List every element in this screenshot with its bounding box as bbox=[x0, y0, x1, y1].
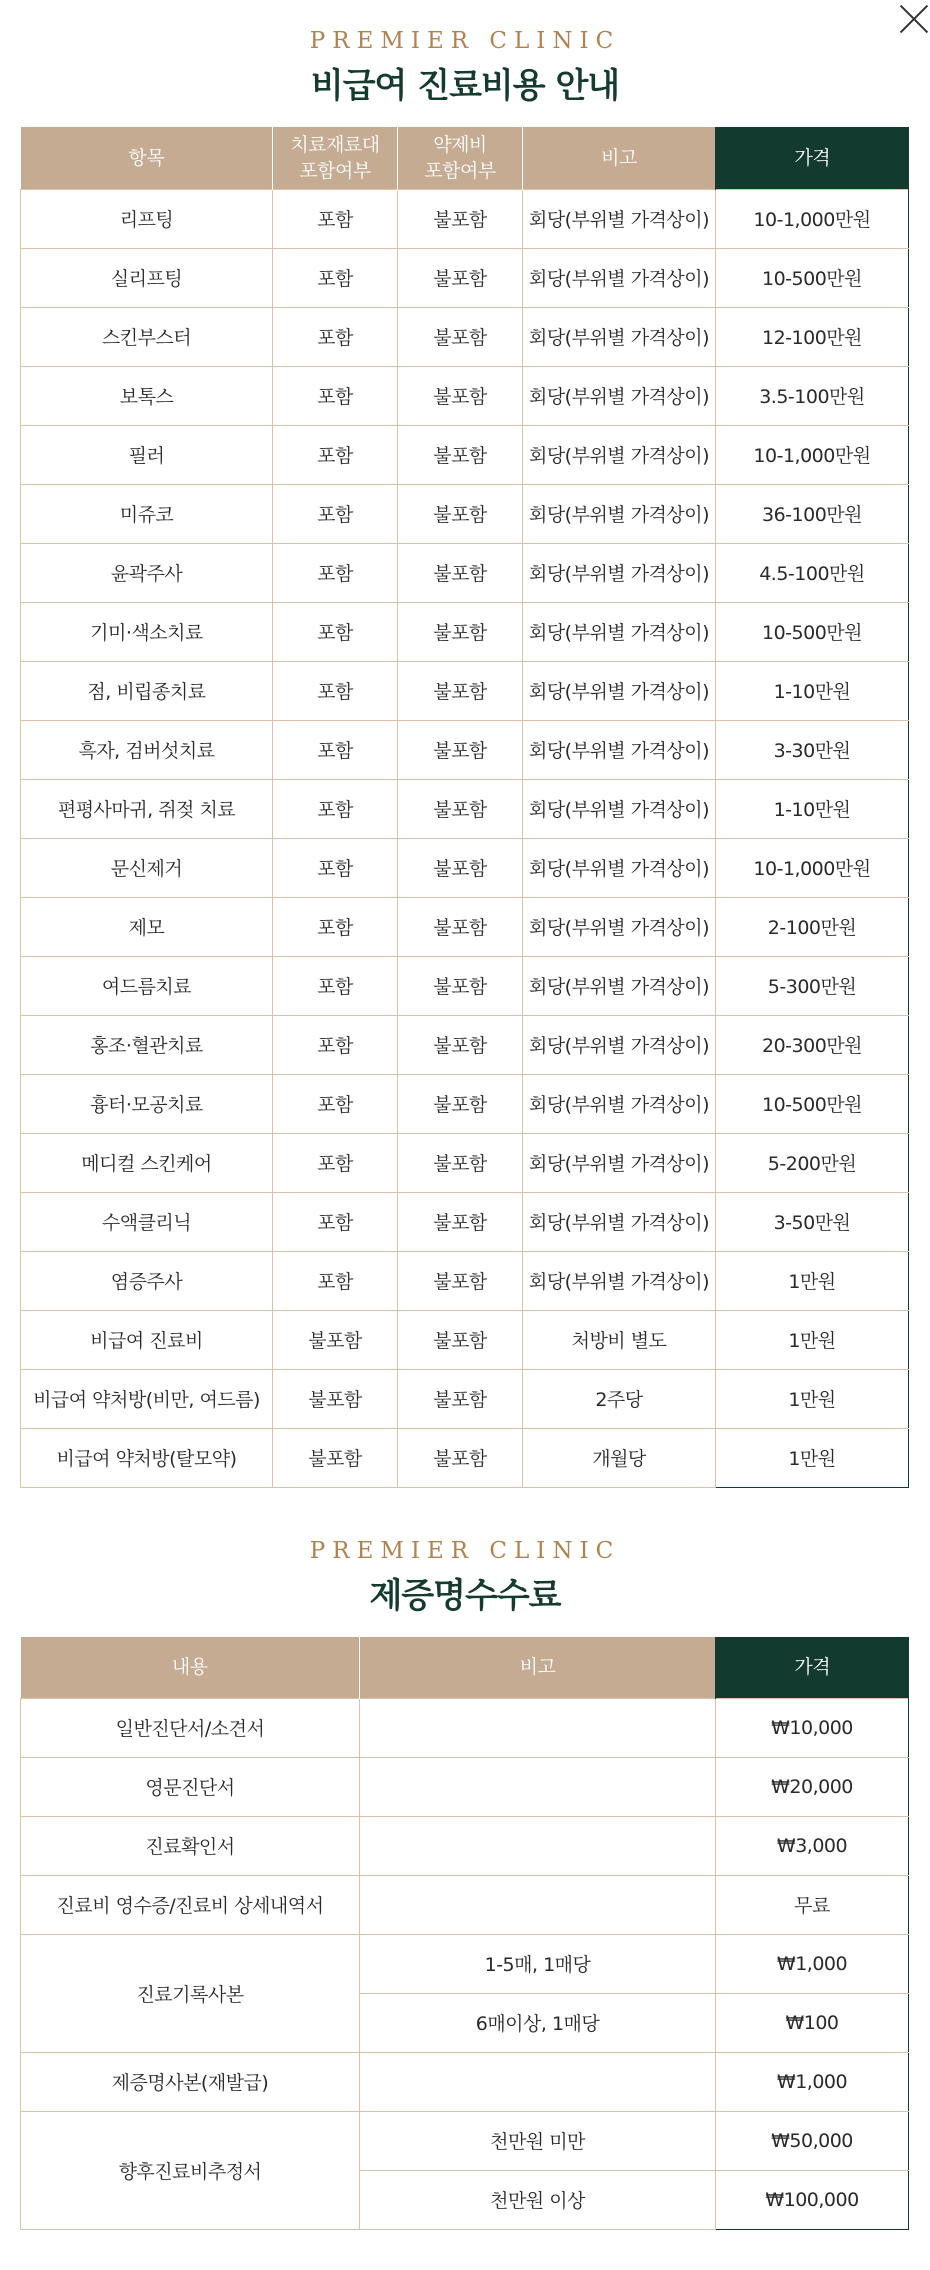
cell-price: ₩1,000 bbox=[716, 2052, 909, 2111]
cell-price: ₩50,000 bbox=[716, 2111, 909, 2170]
table-row bbox=[21, 1757, 909, 1816]
cell-note: 개월당 bbox=[523, 1428, 716, 1487]
cell-material: 포함 bbox=[273, 366, 398, 425]
cell-price: 3-50만원 bbox=[716, 1192, 909, 1251]
cell-note bbox=[360, 1698, 716, 1757]
cell-price: 1만원 bbox=[716, 1251, 909, 1310]
cell-item: 필러 bbox=[21, 425, 273, 484]
cell-note: 회당(부위별 가격상이) bbox=[523, 720, 716, 779]
brand-label-2: PREMIER CLINIC bbox=[309, 1538, 621, 1564]
cell-item: 편평사마귀, 쥐젖 치료 bbox=[21, 779, 273, 838]
table-row bbox=[21, 1133, 909, 1192]
cell-material: 포함 bbox=[273, 1015, 398, 1074]
cell-price: 2-100만원 bbox=[716, 897, 909, 956]
cell-content: 진료기록사본 bbox=[21, 1934, 360, 2052]
cell-item: 리프팅 bbox=[21, 189, 273, 248]
cell-drug: 불포함 bbox=[398, 1074, 523, 1133]
cell-content: 일반진단서/소견서 bbox=[21, 1698, 360, 1757]
cell-item: 윤곽주사 bbox=[21, 543, 273, 602]
cell-price: 5-200만원 bbox=[716, 1133, 909, 1192]
cell-content: 영문진단서 bbox=[21, 1757, 360, 1816]
header-price: 가격 bbox=[716, 1637, 909, 1698]
table-row bbox=[21, 366, 909, 425]
cell-price: ₩100,000 bbox=[716, 2170, 909, 2229]
cell-material: 포함 bbox=[273, 1192, 398, 1251]
cell-price: 10-500만원 bbox=[716, 248, 909, 307]
cell-note: 회당(부위별 가격상이) bbox=[523, 1192, 716, 1251]
cell-drug: 불포함 bbox=[398, 1310, 523, 1369]
cell-price: 3-30만원 bbox=[716, 720, 909, 779]
table-row bbox=[21, 1875, 909, 1934]
page-title: 비급여 진료비용 안내 bbox=[310, 66, 620, 106]
table-row bbox=[21, 484, 909, 543]
cell-note: 2주당 bbox=[523, 1369, 716, 1428]
cell-price: 12-100만원 bbox=[716, 307, 909, 366]
cell-drug: 불포함 bbox=[398, 1133, 523, 1192]
cell-drug: 불포함 bbox=[398, 366, 523, 425]
cell-note: 천만원 이상 bbox=[360, 2170, 716, 2229]
cell-item: 비급여 진료비 bbox=[21, 1310, 273, 1369]
cell-note bbox=[360, 1816, 716, 1875]
cell-note: 회당(부위별 가격상이) bbox=[523, 838, 716, 897]
cell-drug: 불포함 bbox=[398, 838, 523, 897]
cell-price: 1만원 bbox=[716, 1310, 909, 1369]
cell-item: 비급여 약처방(비만, 여드름) bbox=[21, 1369, 273, 1428]
cell-item: 스킨부스터 bbox=[21, 307, 273, 366]
table-row bbox=[21, 661, 909, 720]
cell-item: 보톡스 bbox=[21, 366, 273, 425]
cell-content: 진료확인서 bbox=[21, 1816, 360, 1875]
fee-table bbox=[20, 127, 909, 1488]
cell-price: 4.5-100만원 bbox=[716, 543, 909, 602]
cell-price: 5-300만원 bbox=[716, 956, 909, 1015]
table-row bbox=[21, 1934, 909, 1993]
table-row bbox=[21, 1816, 909, 1875]
cell-material: 포함 bbox=[273, 484, 398, 543]
cell-note bbox=[360, 1757, 716, 1816]
cell-note: 회당(부위별 가격상이) bbox=[523, 248, 716, 307]
table-row bbox=[21, 1369, 909, 1428]
table-row bbox=[21, 720, 909, 779]
cell-drug: 불포함 bbox=[398, 956, 523, 1015]
cell-material: 포함 bbox=[273, 661, 398, 720]
cell-item: 미쥬코 bbox=[21, 484, 273, 543]
cell-note: 6매이상, 1매당 bbox=[360, 1993, 716, 2052]
cell-price: 10-500만원 bbox=[716, 1074, 909, 1133]
brand-label: PREMIER CLINIC bbox=[309, 28, 621, 54]
cell-price: ₩3,000 bbox=[716, 1816, 909, 1875]
cell-drug: 불포함 bbox=[398, 661, 523, 720]
cell-material: 포함 bbox=[273, 1074, 398, 1133]
cell-note: 회당(부위별 가격상이) bbox=[523, 897, 716, 956]
cell-material: 포함 bbox=[273, 956, 398, 1015]
cell-material: 포함 bbox=[273, 602, 398, 661]
table-row bbox=[21, 602, 909, 661]
cell-note: 회당(부위별 가격상이) bbox=[523, 779, 716, 838]
table-row bbox=[21, 425, 909, 484]
cell-material: 포함 bbox=[273, 779, 398, 838]
cell-drug: 불포함 bbox=[398, 1015, 523, 1074]
cell-price: 10-500만원 bbox=[716, 602, 909, 661]
cell-note: 회당(부위별 가격상이) bbox=[523, 1015, 716, 1074]
cell-price: 무료 bbox=[716, 1875, 909, 1934]
cell-price: 3.5-100만원 bbox=[716, 366, 909, 425]
section-title-certificates: 제증명수수료 bbox=[369, 1576, 561, 1616]
table-row bbox=[21, 1310, 909, 1369]
cell-note: 회당(부위별 가격상이) bbox=[523, 1074, 716, 1133]
cell-material: 포함 bbox=[273, 248, 398, 307]
cell-item: 점, 비립종치료 bbox=[21, 661, 273, 720]
cell-drug: 불포함 bbox=[398, 602, 523, 661]
cell-material: 포함 bbox=[273, 838, 398, 897]
cell-price: 10-1,000만원 bbox=[716, 425, 909, 484]
cell-material: 포함 bbox=[273, 720, 398, 779]
cell-drug: 불포함 bbox=[398, 307, 523, 366]
table-row bbox=[21, 307, 909, 366]
header-material: 치료재료대 포함여부 bbox=[273, 127, 398, 189]
cell-item: 흉터·모공치료 bbox=[21, 1074, 273, 1133]
cell-note: 회당(부위별 가격상이) bbox=[523, 602, 716, 661]
cell-material: 포함 bbox=[273, 307, 398, 366]
table-row bbox=[21, 543, 909, 602]
cell-price: 1-10만원 bbox=[716, 779, 909, 838]
cell-price: ₩1,000 bbox=[716, 1934, 909, 1993]
table-row bbox=[21, 1192, 909, 1251]
table-row bbox=[21, 1251, 909, 1310]
cell-note: 회당(부위별 가격상이) bbox=[523, 366, 716, 425]
cell-note: 회당(부위별 가격상이) bbox=[523, 425, 716, 484]
cell-price: ₩20,000 bbox=[716, 1757, 909, 1816]
cell-drug: 불포함 bbox=[398, 1369, 523, 1428]
certificate-fee-table bbox=[20, 1637, 909, 2230]
cell-material: 포함 bbox=[273, 1251, 398, 1310]
cell-item: 문신제거 bbox=[21, 838, 273, 897]
cell-item: 실리프팅 bbox=[21, 248, 273, 307]
cell-material: 포함 bbox=[273, 897, 398, 956]
header-note: 비고 bbox=[360, 1637, 716, 1698]
cell-drug: 불포함 bbox=[398, 189, 523, 248]
cell-note: 회당(부위별 가격상이) bbox=[523, 1133, 716, 1192]
header-note: 비고 bbox=[523, 127, 716, 189]
header-item: 항목 bbox=[21, 127, 273, 189]
cell-content: 향후진료비추정서 bbox=[21, 2111, 360, 2229]
header-price: 가격 bbox=[716, 127, 909, 189]
header-drug: 약제비 포함여부 bbox=[398, 127, 523, 189]
cell-price: 1만원 bbox=[716, 1369, 909, 1428]
cell-item: 비급여 약처방(탈모약) bbox=[21, 1428, 273, 1487]
cell-note: 회당(부위별 가격상이) bbox=[523, 956, 716, 1015]
cell-item: 기미·색소치료 bbox=[21, 602, 273, 661]
cell-price: 10-1,000만원 bbox=[716, 189, 909, 248]
table-row bbox=[21, 956, 909, 1015]
cell-material: 포함 bbox=[273, 1133, 398, 1192]
table-row bbox=[21, 1074, 909, 1133]
table-row bbox=[21, 897, 909, 956]
cell-drug: 불포함 bbox=[398, 1192, 523, 1251]
cell-price: 36-100만원 bbox=[716, 484, 909, 543]
table-row bbox=[21, 779, 909, 838]
cell-item: 흑자, 검버섯치료 bbox=[21, 720, 273, 779]
cell-material: 포함 bbox=[273, 543, 398, 602]
cell-material: 포함 bbox=[273, 189, 398, 248]
cell-price: 10-1,000만원 bbox=[716, 838, 909, 897]
cell-content: 제증명사본(재발급) bbox=[21, 2052, 360, 2111]
cell-drug: 불포함 bbox=[398, 1251, 523, 1310]
cell-drug: 불포함 bbox=[398, 1428, 523, 1487]
cell-item: 여드름치료 bbox=[21, 956, 273, 1015]
table-row bbox=[21, 2052, 909, 2111]
table-row bbox=[21, 2111, 909, 2170]
cell-price: 1만원 bbox=[716, 1428, 909, 1487]
cell-material: 불포함 bbox=[273, 1369, 398, 1428]
cell-note: 회당(부위별 가격상이) bbox=[523, 1251, 716, 1310]
cell-note: 처방비 별도 bbox=[523, 1310, 716, 1369]
cell-drug: 불포함 bbox=[398, 543, 523, 602]
cell-price: 1-10만원 bbox=[716, 661, 909, 720]
cell-price: ₩10,000 bbox=[716, 1698, 909, 1757]
cell-content: 진료비 영수증/진료비 상세내역서 bbox=[21, 1875, 360, 1934]
cell-material: 포함 bbox=[273, 425, 398, 484]
cell-note: 회당(부위별 가격상이) bbox=[523, 543, 716, 602]
cell-drug: 불포함 bbox=[398, 720, 523, 779]
cell-note bbox=[360, 1875, 716, 1934]
cell-drug: 불포함 bbox=[398, 779, 523, 838]
cell-note: 회당(부위별 가격상이) bbox=[523, 661, 716, 720]
cell-item: 염증주사 bbox=[21, 1251, 273, 1310]
cell-item: 메디컬 스킨케어 bbox=[21, 1133, 273, 1192]
cell-note: 회당(부위별 가격상이) bbox=[523, 307, 716, 366]
table-row bbox=[21, 1428, 909, 1487]
table-row bbox=[21, 838, 909, 897]
cell-material: 불포함 bbox=[273, 1428, 398, 1487]
cell-note: 1-5매, 1매당 bbox=[360, 1934, 716, 1993]
cell-material: 불포함 bbox=[273, 1310, 398, 1369]
cell-price: ₩100 bbox=[716, 1993, 909, 2052]
cell-note: 천만원 미만 bbox=[360, 2111, 716, 2170]
cell-drug: 불포함 bbox=[398, 248, 523, 307]
cell-price: 20-300만원 bbox=[716, 1015, 909, 1074]
cell-note: 회당(부위별 가격상이) bbox=[523, 189, 716, 248]
cell-item: 홍조·혈관치료 bbox=[21, 1015, 273, 1074]
header-content: 내용 bbox=[21, 1637, 360, 1698]
table-row bbox=[21, 248, 909, 307]
cell-drug: 불포함 bbox=[398, 897, 523, 956]
cell-note bbox=[360, 2052, 716, 2111]
cell-drug: 불포함 bbox=[398, 484, 523, 543]
table-row bbox=[21, 1015, 909, 1074]
cell-note: 회당(부위별 가격상이) bbox=[523, 484, 716, 543]
cell-item: 수액클리닉 bbox=[21, 1192, 273, 1251]
table-row bbox=[21, 189, 909, 248]
cell-item: 제모 bbox=[21, 897, 273, 956]
table-row bbox=[21, 1698, 909, 1757]
cell-drug: 불포함 bbox=[398, 425, 523, 484]
